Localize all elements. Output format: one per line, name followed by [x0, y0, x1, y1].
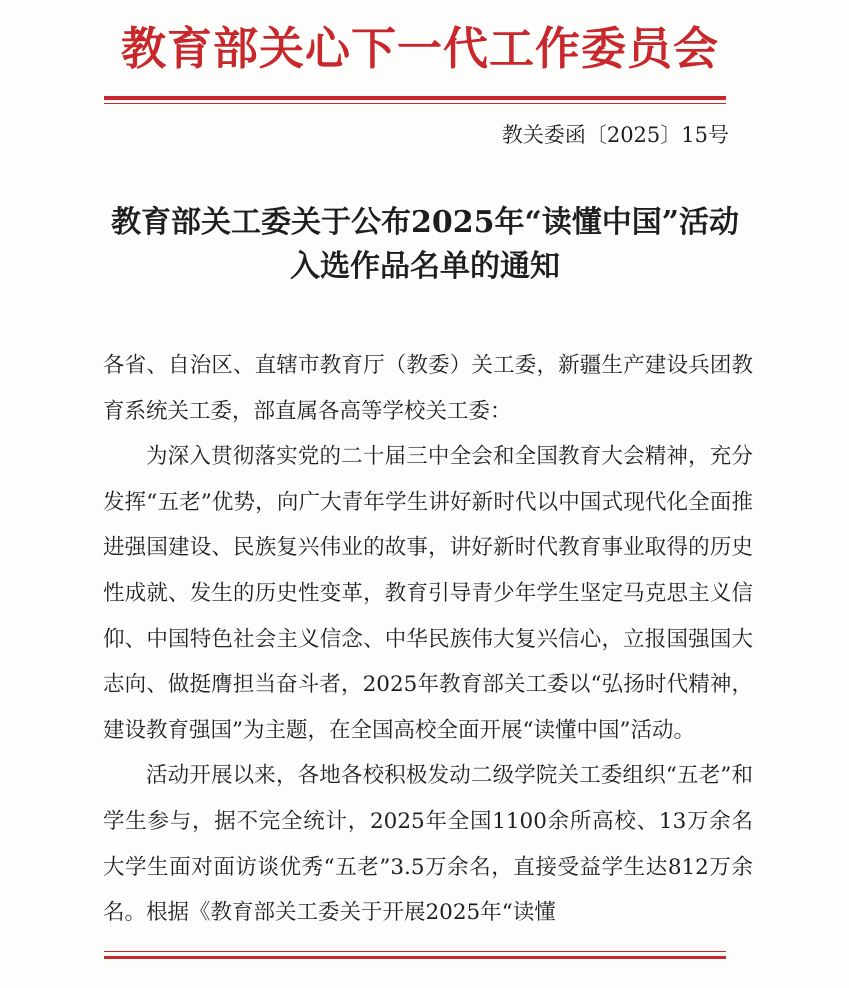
title-line-1: 教育部关工委关于公布2025年“读懂中国”活动 — [110, 205, 739, 240]
document-number: 教关委函〔2025〕15号 — [501, 123, 729, 147]
footer-rule-thick — [104, 956, 726, 959]
letterhead-rule-thin — [104, 103, 726, 104]
document-title — [60, 201, 790, 289]
body-paragraph-1: 为深入贯彻落实党的二十届三中全会和全国教育大会精神，充分发挥“五老”优势，向广大青年学生讲好新时代以中国式现代化全面推进强国建设、民族复兴伟业的故事，讲好新时代教育事业取得的历史性成就、发生的历史性变革，教育引导青少年学生坚定马克思主义信仰、中国特色社会主义信念、中华民族伟大复兴信心，立报国强国大志向、做挺膺担当奋斗者，2025年教育部关工委以“弘扬时代精神，建设教育强国”为主题，在全国高校全面开展“读懂中国”活动。 — [103, 444, 753, 743]
letterhead-title: 教育部关心下一代工作委员会 — [120, 22, 719, 75]
footer-rule-thin — [104, 951, 726, 952]
salutation: 各省、自治区、直辖市教育厅（教委）关工委，新疆生产建设兵团教育系统关工委，部直属各高等学校关工委： — [103, 353, 753, 424]
document-body — [103, 343, 753, 936]
letterhead-rule-thick — [104, 96, 726, 100]
title-line-2: 入选作品名单的通知 — [290, 249, 560, 284]
body-paragraph-2: 活动开展以来，各地各校积极发动二级学院关工委组织“五老”和学生参与，据不完全统计，2025年全国1100余所高校、13万余名大学生面对面访谈优秀“五老”3.5万余名，直接受益学生达812万余名。根据《教育部关工委关于开展2025年“读懂 — [103, 763, 753, 926]
